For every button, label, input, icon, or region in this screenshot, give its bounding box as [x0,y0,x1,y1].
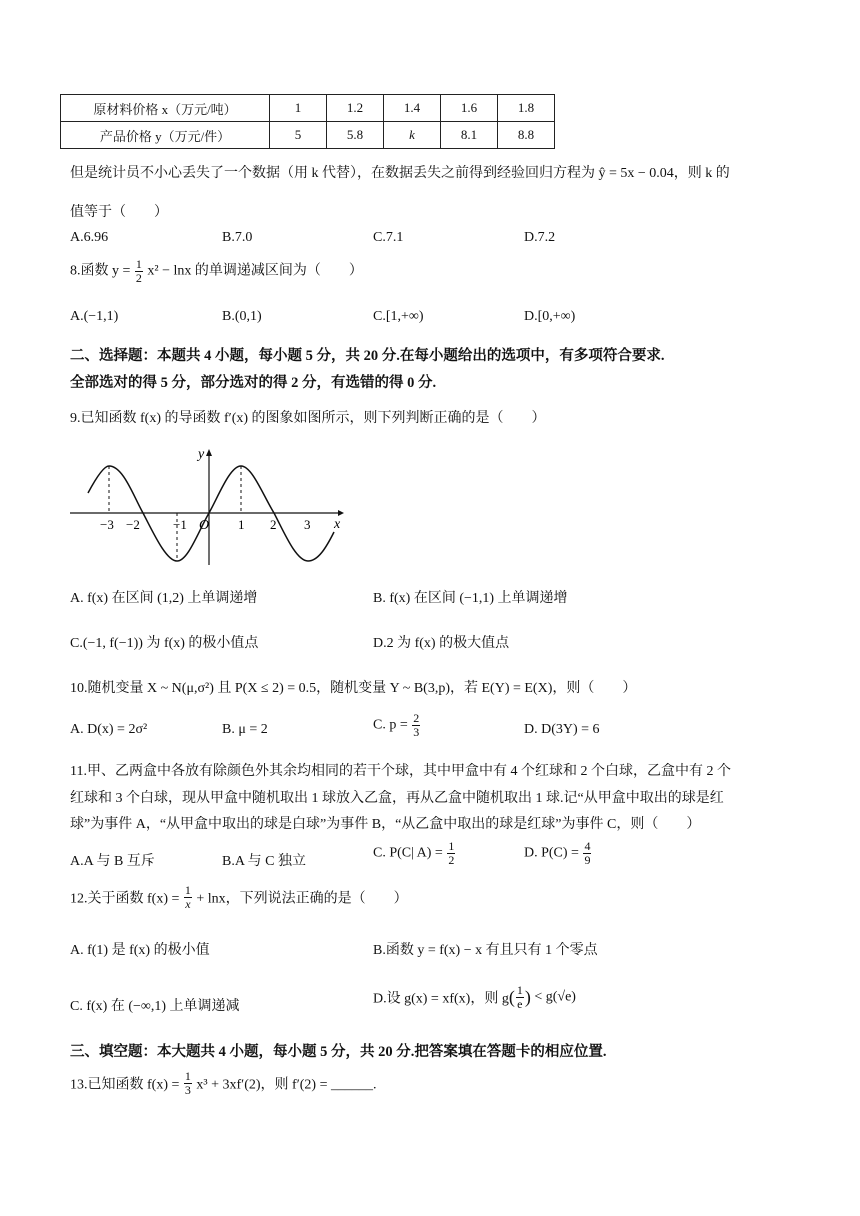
table-row [61,122,555,149]
q10-option-a: A. D(x) = 2σ² [70,722,148,737]
q11-stem-line1: 11.甲、乙两盒中各放有除颜色外其余均相同的若干个球，其中甲盒中有 4 个红球和 2 个白球，乙盒中有 2 个 [70,764,731,779]
table-cell: 1.6 [441,95,498,122]
q11-stem-line2: 红球和 3 个白球，现从甲盒中随机取出 1 球放入乙盒，再从乙盒中随机取出 1 球.记“从甲盒中取出的球是红 [70,791,724,806]
q11-option-d-fraction [583,840,591,867]
q8-stem [70,258,363,285]
q8-prefix: 8.函数 y = [70,263,131,279]
table-cell: 5 [270,122,327,149]
q11-option-c-fraction [447,840,455,867]
q10-option-b: B. μ = 2 [222,722,268,737]
q8-option-c: C.[1,+∞) [373,309,424,324]
q9-stem: 9.已知函数 f(x) 的导函数 f′(x) 的图象如图所示，则下列判断正确的是（ ） [70,411,546,426]
frac-denominator: 2 [448,853,455,867]
q12-stem [70,884,408,911]
q12-option-d-fraction [516,984,524,1011]
table-cell: 1.4 [384,95,441,122]
paren-close: ) [524,987,531,1007]
table-cell: 1.8 [498,95,555,122]
q7-option-a: A.6.96 [70,230,109,245]
q12-prefix: 12.关于函数 f(x) = [70,891,180,907]
q8-frac-numerator: 1 [135,257,142,271]
q13-rest: x³ + 3xf′(2)，则 f′(2) = ______. [196,1077,377,1093]
q12-fraction [184,884,192,911]
x-axis-arrow-icon [338,510,344,516]
tick-label: −3 [100,517,114,532]
table-cell: k [384,122,441,149]
q11-option-b: B.A 与 C 独立 [222,854,307,869]
y-axis-label: y [198,447,205,462]
row-header: 原材料价格 x（万元/吨） [61,95,270,122]
q13-fraction [184,1070,192,1097]
q7-text-line1: 但是统计员不小心丢失了一个数据（用 k 代替），在数据丢失之前得到经验回归方程为 ŷ = 5x − 0.04，则 k 的 [70,166,730,181]
q12-option-d-rest: < g(√e) [534,989,576,1005]
tick-label: 1 [238,517,245,532]
q8-rest: x² − lnx 的单调递减区间为（ ） [147,263,363,279]
q11-option-c [373,840,456,867]
q8-option-d: D.[0,+∞) [524,309,576,324]
q10-option-c [373,712,421,739]
table-row [61,95,555,122]
tick-label: 3 [304,517,311,532]
q11-stem-line3: 球”为事件 A，“从甲盒中取出的球是白球”为事件 B，“从乙盒中取出的球是红球”为事件 C，则（ ） [70,817,701,832]
q10-option-d: D. D(3Y) = 6 [524,722,600,737]
q9-option-a: A. f(x) 在区间 (1,2) 上单调递增 [70,591,258,606]
section3-heading: 三、填空题：本大题共 4 小题，每小题 5 分，共 20 分.把答案填在答题卡的相应位置. [70,1044,607,1060]
q8-frac-denominator: 2 [135,271,142,285]
q13-prefix: 13.已知函数 f(x) = [70,1077,180,1093]
q10-option-c-label: C. p = [373,717,408,733]
frac-numerator: 1 [448,839,455,853]
q13-stem [70,1070,376,1097]
tick-label: 2 [270,517,277,532]
q11-option-d [524,840,592,867]
table-cell: 1.2 [327,95,384,122]
q7-text-line2: 值等于（ ） [70,205,168,220]
table-cell: 8.1 [441,122,498,149]
frac-denominator: e [517,997,523,1011]
frac-numerator: 1 [516,983,523,997]
q12-option-d [373,984,576,1011]
q9-option-c: C.(−1, f(−1)) 为 f(x) 的极小值点 [70,636,259,651]
q11-option-a: A.A 与 B 互斥 [70,854,155,869]
table-cell: 5.8 [327,122,384,149]
q12-rest: + lnx，下列说法正确的是（ ） [196,891,408,907]
q7-option-d: D.7.2 [524,230,556,245]
frac-numerator: 1 [184,1069,191,1083]
q10-stem: 10.随机变量 X ~ N(μ,σ²) 且 P(X ≤ 2) = 0.5，随机变量 Y ~ B(3,p)，若 E(Y) = E(X)，则（ ） [70,681,637,696]
q7-option-c: C.7.1 [373,230,404,245]
origin-label: O [199,518,210,533]
table-cell: 1 [270,95,327,122]
frac-numerator: 1 [184,883,191,897]
q9-option-d: D.2 为 f(x) 的极大值点 [373,636,510,651]
section2-heading-line2: 全部选对的得 5 分，部分选对的得 2 分，有选错的得 0 分. [70,375,437,391]
frac-denominator: x [185,897,191,911]
q8-option-a: A.(−1,1) [70,309,119,324]
q11-option-d-label: D. P(C) = [524,845,579,861]
paren-open: ( [508,987,515,1007]
frac-numerator: 2 [413,711,420,725]
q12-option-c: C. f(x) 在 (−∞,1) 上单调递减 [70,999,240,1014]
q8-fraction [135,258,143,285]
price-table [60,94,555,149]
derivative-graph [68,440,348,570]
section2-heading-line1: 二、选择题：本题共 4 小题，每小题 5 分，共 20 分.在每小题给出的选项中，有多项符合要求. [70,348,665,364]
q12-option-a: A. f(1) 是 f(x) 的极小值 [70,943,210,958]
table-cell: 8.8 [498,122,555,149]
tick-label: −1 [173,517,187,532]
q8-option-b: B.(0,1) [222,309,262,324]
frac-denominator: 3 [413,725,420,739]
q12-option-b: B.函数 y = f(x) − x 有且只有 1 个零点 [373,943,598,958]
q9-option-b: B. f(x) 在区间 (−1,1) 上单调递增 [373,591,568,606]
q7-option-b: B.7.0 [222,230,253,245]
tick-label: −2 [126,517,140,532]
row-header: 产品价格 y（万元/件） [61,122,270,149]
frac-denominator: 9 [584,853,591,867]
x-axis-label: x [334,517,341,532]
y-axis-arrow-icon [206,449,212,456]
q11-option-c-label: C. P(C| A) = [373,845,443,861]
q12-option-d-label: D.设 g(x) = xf(x)，则 g [373,991,509,1007]
frac-numerator: 4 [584,839,591,853]
frac-denominator: 3 [184,1083,191,1097]
q10-option-c-fraction [412,712,420,739]
